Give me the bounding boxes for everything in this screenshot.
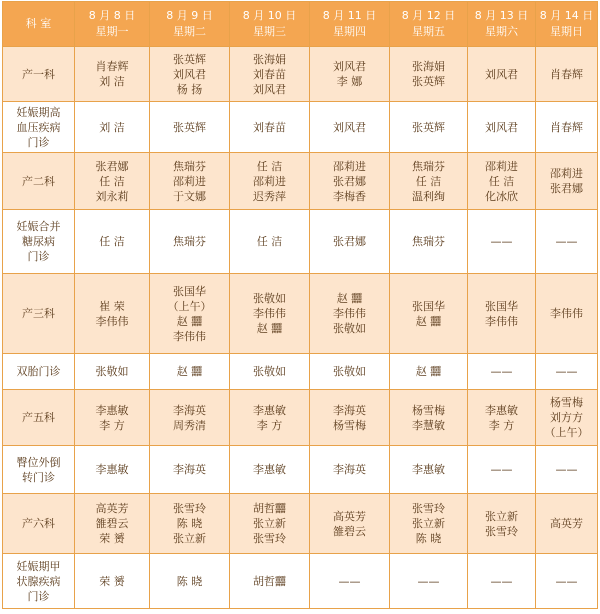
staff-name: 刘风君: [333, 120, 366, 134]
header-date: 8 月 12 日: [401, 9, 456, 22]
table-row: [3, 354, 598, 390]
staff-name: ——: [490, 365, 513, 378]
staff-name: 赵 䨻: [256, 322, 283, 335]
staff-name: 邵莉进: [550, 167, 583, 180]
header-date: 8 月 14 日: [539, 9, 594, 22]
staff-name: 崔 荣: [99, 299, 125, 313]
staff-name: 李惠敏: [253, 463, 286, 476]
header-date: 8 月 11 日: [322, 9, 377, 22]
header-day-cell: [468, 2, 536, 47]
staff-name: 焦瑞芬: [173, 235, 206, 248]
staff-name: 刘风君: [333, 60, 366, 73]
dept-label-line: 转门诊: [22, 470, 55, 484]
schedule-cell: [150, 210, 230, 274]
header-weekday: 星期四: [333, 25, 366, 38]
dept-cell: [3, 102, 75, 153]
schedule-cell: [390, 390, 468, 446]
staff-name: 李海英: [333, 403, 366, 417]
dept-label-line: 门诊: [27, 250, 50, 263]
header-dept-cell: 科 室: [3, 2, 75, 47]
staff-name: 李海英: [173, 403, 206, 417]
staff-name: 温利绚: [412, 189, 445, 203]
schedule-cell: [468, 102, 536, 153]
staff-name: 赵 䨻: [336, 292, 363, 305]
staff-name: 李惠敏: [253, 403, 286, 417]
schedule-cell: [75, 390, 150, 446]
schedule-cell: [390, 153, 468, 210]
header-date: 8 月 8 日: [88, 9, 136, 22]
staff-name: 张雪玲: [412, 502, 445, 515]
staff-name: 张敬如: [95, 365, 129, 378]
staff-name: 李伟伟: [333, 307, 366, 320]
staff-name: 张立新: [173, 532, 206, 545]
schedule-cell: [310, 494, 390, 554]
staff-name: 焦瑞芬: [173, 159, 206, 173]
staff-name: 张立新: [412, 517, 445, 530]
staff-name: 杨雪梅: [333, 418, 366, 432]
staff-name: 张雪玲: [173, 502, 206, 515]
dept-cell: [3, 153, 75, 210]
schedule-cell: [75, 153, 150, 210]
staff-name: 刘春苗: [253, 120, 286, 134]
schedule-cell: [150, 390, 230, 446]
staff-name: 张英辉: [173, 52, 206, 66]
staff-name: ——: [417, 574, 440, 588]
staff-name: 于文娜: [173, 189, 206, 203]
schedule-cell: [468, 274, 536, 354]
staff-name: 李梅香: [333, 189, 366, 203]
table-row: [3, 494, 598, 554]
header-weekday: 星期日: [550, 25, 583, 38]
header-day-cell: [390, 2, 468, 47]
staff-name: 杨 扬: [176, 82, 203, 96]
schedule-cell: [390, 102, 468, 153]
schedule-cell: [230, 210, 310, 274]
staff-name: 刘 洁: [99, 75, 125, 88]
staff-name: 张国华: [485, 299, 518, 313]
dept-label-line: 糖尿病: [22, 235, 55, 248]
header-date: 8 月 9 日: [166, 9, 213, 22]
staff-name: 邵莉进: [485, 159, 518, 173]
staff-name: 张雪玲: [253, 532, 286, 545]
schedule-cell: [230, 153, 310, 210]
dept-label-line: 妊娠期高: [16, 105, 61, 119]
table-row: [3, 210, 598, 274]
schedule-cell: [468, 554, 536, 609]
staff-name: 胡哲䨻: [253, 574, 286, 588]
schedule-cell: [536, 554, 598, 609]
schedule-cell: [310, 153, 390, 210]
staff-name: 赵 䨻: [176, 314, 203, 328]
staff-name: 邵莉进: [333, 159, 366, 173]
staff-name: 邵莉进: [173, 174, 206, 188]
dept-cell: [3, 494, 75, 554]
table-row: [3, 390, 598, 446]
staff-name: ——: [555, 235, 578, 248]
schedule-cell: [230, 446, 310, 494]
schedule-cell: [230, 554, 310, 609]
schedule-cell: [390, 354, 468, 390]
dept-label-line: 产一科: [22, 67, 55, 81]
staff-name: （上午）: [544, 426, 589, 439]
staff-name: 雒碧云: [333, 524, 366, 538]
staff-name: 荣 赟: [99, 574, 125, 588]
header-day-cell: [230, 2, 310, 47]
schedule-cell: [536, 210, 598, 274]
staff-name: 李海英: [333, 463, 366, 476]
dept-label-line: 产三科: [22, 307, 55, 320]
schedule-table: [2, 1, 598, 609]
header-weekday: 星期六: [485, 25, 518, 38]
staff-name: 迟秀萍: [253, 189, 286, 203]
dept-cell: [3, 554, 75, 609]
staff-name: 任 洁: [256, 159, 283, 173]
schedule-cell: [468, 153, 536, 210]
staff-name: 雒碧云: [95, 517, 129, 530]
dept-label-line: 妊娠合并: [16, 220, 61, 233]
staff-name: 刘风君: [173, 67, 206, 81]
staff-name: 陈 晓: [176, 517, 203, 530]
staff-name: 陈 晓: [176, 574, 203, 588]
dept-label-line: 状腺疾病: [16, 574, 61, 588]
staff-name: 李慧敏: [412, 418, 445, 432]
staff-name: ——: [555, 365, 578, 378]
staff-name: 张立新: [253, 517, 286, 530]
schedule-cell: [150, 446, 230, 494]
staff-name: 张国华: [173, 284, 206, 298]
staff-name: 李伟伟: [550, 307, 583, 320]
staff-name: 李惠敏: [95, 463, 129, 476]
staff-name: 李惠敏: [412, 463, 445, 476]
staff-name: 李伟伟: [173, 329, 206, 343]
staff-name: ——: [338, 574, 361, 588]
staff-name: 化冰欣: [485, 189, 518, 203]
staff-name: 张立新: [485, 509, 518, 523]
schedule-cell: [310, 274, 390, 354]
schedule-container: [2, 1, 598, 609]
header-day-cell: [150, 2, 230, 47]
staff-name: 李 娜: [336, 75, 363, 88]
staff-name: 任 洁: [99, 235, 125, 248]
header-weekday: 星期一: [95, 25, 129, 38]
schedule-cell: [390, 494, 468, 554]
staff-name: 刘方方: [550, 411, 583, 424]
staff-name: 张敬如: [333, 322, 366, 335]
staff-name: 李 方: [488, 418, 515, 432]
table-header-row: [3, 2, 598, 47]
header-date: 8 月 13 日: [474, 9, 529, 22]
table-row: [3, 47, 598, 102]
staff-name: 赵 䨻: [176, 365, 203, 378]
dept-cell: [3, 390, 75, 446]
staff-name: 邵莉进: [253, 174, 286, 188]
schedule-cell: [310, 390, 390, 446]
staff-name: 李 方: [99, 418, 125, 432]
staff-name: 周秀清: [173, 418, 206, 432]
staff-name: 肖春辉: [550, 67, 583, 81]
staff-name: 焦瑞芬: [412, 159, 445, 173]
schedule-cell: [310, 354, 390, 390]
schedule-cell: [75, 354, 150, 390]
staff-name: ——: [490, 235, 513, 248]
staff-name: 张敬如: [333, 365, 366, 378]
staff-name: 赵 䨻: [415, 365, 442, 378]
staff-name: 任 洁: [99, 174, 125, 188]
staff-name: 高英芳: [333, 509, 366, 523]
staff-name: 李伟伟: [253, 307, 286, 320]
staff-name: 张海娟: [253, 52, 286, 66]
staff-name: 肖春辉: [95, 60, 129, 73]
schedule-cell: [310, 102, 390, 153]
dept-label-line: 产二科: [22, 174, 55, 188]
staff-name: 任 洁: [415, 174, 442, 188]
schedule-cell: [150, 153, 230, 210]
schedule-cell: [468, 210, 536, 274]
staff-name: 张海娟: [412, 60, 445, 73]
staff-name: 张英辉: [412, 75, 445, 88]
dept-cell: [3, 354, 75, 390]
staff-name: （上午）: [167, 299, 212, 313]
staff-name: 赵 䨻: [415, 314, 442, 328]
staff-name: 张君娜: [333, 174, 366, 188]
dept-label-line: 产六科: [22, 517, 55, 530]
schedule-cell: [390, 47, 468, 102]
schedule-cell: [150, 102, 230, 153]
staff-name: 张敬如: [253, 292, 286, 305]
schedule-cell: [150, 494, 230, 554]
dept-cell: [3, 210, 75, 274]
staff-name: 李伟伟: [485, 314, 518, 328]
staff-name: ——: [555, 574, 578, 588]
dept-label-line: 产五科: [22, 411, 55, 424]
schedule-cell: [230, 390, 310, 446]
header-weekday: 星期三: [253, 25, 286, 38]
staff-name: 焦瑞芬: [412, 235, 445, 248]
staff-name: ——: [490, 574, 513, 588]
staff-name: 张君娜: [95, 159, 129, 173]
schedule-cell: [75, 494, 150, 554]
staff-name: 张敬如: [253, 365, 286, 378]
schedule-cell: [75, 210, 150, 274]
schedule-cell: [468, 494, 536, 554]
schedule-cell: [536, 102, 598, 153]
schedule-cell: [75, 554, 150, 609]
schedule-cell: [150, 47, 230, 102]
staff-name: 高英芳: [95, 502, 129, 515]
schedule-cell: [230, 47, 310, 102]
table-row: [3, 554, 598, 609]
staff-name: 李惠敏: [485, 403, 518, 417]
schedule-cell: [310, 210, 390, 274]
staff-name: ——: [490, 463, 513, 476]
staff-name: 荣 赟: [99, 532, 125, 545]
dept-label-line: 臀位外倒: [16, 455, 61, 469]
dept-label-line: 双胎门诊: [16, 365, 61, 378]
staff-name: 张雪玲: [485, 524, 518, 538]
staff-name: 胡哲䨻: [253, 502, 286, 515]
header-day-cell: [310, 2, 390, 47]
schedule-cell: [230, 494, 310, 554]
staff-name: 李 方: [256, 418, 283, 432]
schedule-cell: [468, 354, 536, 390]
schedule-cell: [75, 47, 150, 102]
schedule-cell: [390, 274, 468, 354]
staff-name: 高英芳: [550, 517, 583, 530]
table-row: [3, 102, 598, 153]
schedule-cell: [75, 102, 150, 153]
header-day-cell: [536, 2, 598, 47]
staff-name: 张英辉: [173, 120, 206, 134]
dept-label-line: 门诊: [27, 135, 50, 149]
header-date: 8 月 10 日: [242, 9, 297, 22]
schedule-cell: [536, 47, 598, 102]
table-row: [3, 446, 598, 494]
staff-name: 李伟伟: [95, 314, 129, 328]
schedule-cell: [390, 446, 468, 494]
dept-cell: [3, 47, 75, 102]
schedule-cell: [468, 446, 536, 494]
schedule-cell: [536, 354, 598, 390]
dept-label-line: 门诊: [27, 589, 50, 603]
table-row: [3, 274, 598, 354]
staff-name: ——: [555, 463, 578, 476]
staff-name: 李海英: [173, 463, 206, 476]
schedule-cell: [150, 274, 230, 354]
schedule-cell: [150, 554, 230, 609]
staff-name: 刘风君: [485, 120, 518, 134]
schedule-cell: [536, 446, 598, 494]
schedule-cell: [230, 354, 310, 390]
schedule-cell: [468, 47, 536, 102]
staff-name: 刘风君: [485, 67, 518, 81]
staff-name: 杨雪梅: [412, 403, 445, 417]
schedule-cell: [468, 390, 536, 446]
schedule-cell: [230, 274, 310, 354]
dept-cell: [3, 446, 75, 494]
dept-label-line: 血压疾病: [16, 120, 61, 134]
staff-name: 刘春苗: [253, 67, 286, 81]
schedule-cell: [310, 554, 390, 609]
schedule-cell: [390, 210, 468, 274]
schedule-cell: [390, 554, 468, 609]
schedule-cell: [536, 390, 598, 446]
schedule-cell: [75, 446, 150, 494]
schedule-cell: [310, 446, 390, 494]
schedule-cell: [150, 354, 230, 390]
schedule-cell: [536, 153, 598, 210]
header-weekday: 星期五: [412, 25, 445, 38]
staff-name: 刘 洁: [99, 120, 125, 134]
header-day-cell: [75, 2, 150, 47]
staff-name: 刘风君: [253, 82, 286, 96]
header-weekday: 星期二: [173, 25, 206, 38]
staff-name: 张英辉: [412, 120, 445, 134]
table-row: [3, 153, 598, 210]
schedule-cell: [536, 274, 598, 354]
dept-label-line: 妊娠期甲: [16, 559, 61, 573]
staff-name: 李惠敏: [95, 403, 129, 417]
staff-name: 陈 晓: [415, 532, 442, 545]
schedule-cell: [75, 274, 150, 354]
staff-name: 刘永莉: [95, 189, 129, 203]
staff-name: 张君娜: [550, 182, 583, 195]
dept-cell: [3, 274, 75, 354]
schedule-cell: [536, 494, 598, 554]
staff-name: 张国华: [412, 299, 445, 313]
schedule-cell: [230, 102, 310, 153]
staff-name: 任 洁: [256, 235, 283, 248]
schedule-cell: [310, 47, 390, 102]
staff-name: 张君娜: [333, 235, 366, 248]
staff-name: 任 洁: [488, 174, 515, 188]
staff-name: 肖春辉: [550, 120, 583, 134]
staff-name: 杨雪梅: [550, 396, 583, 409]
